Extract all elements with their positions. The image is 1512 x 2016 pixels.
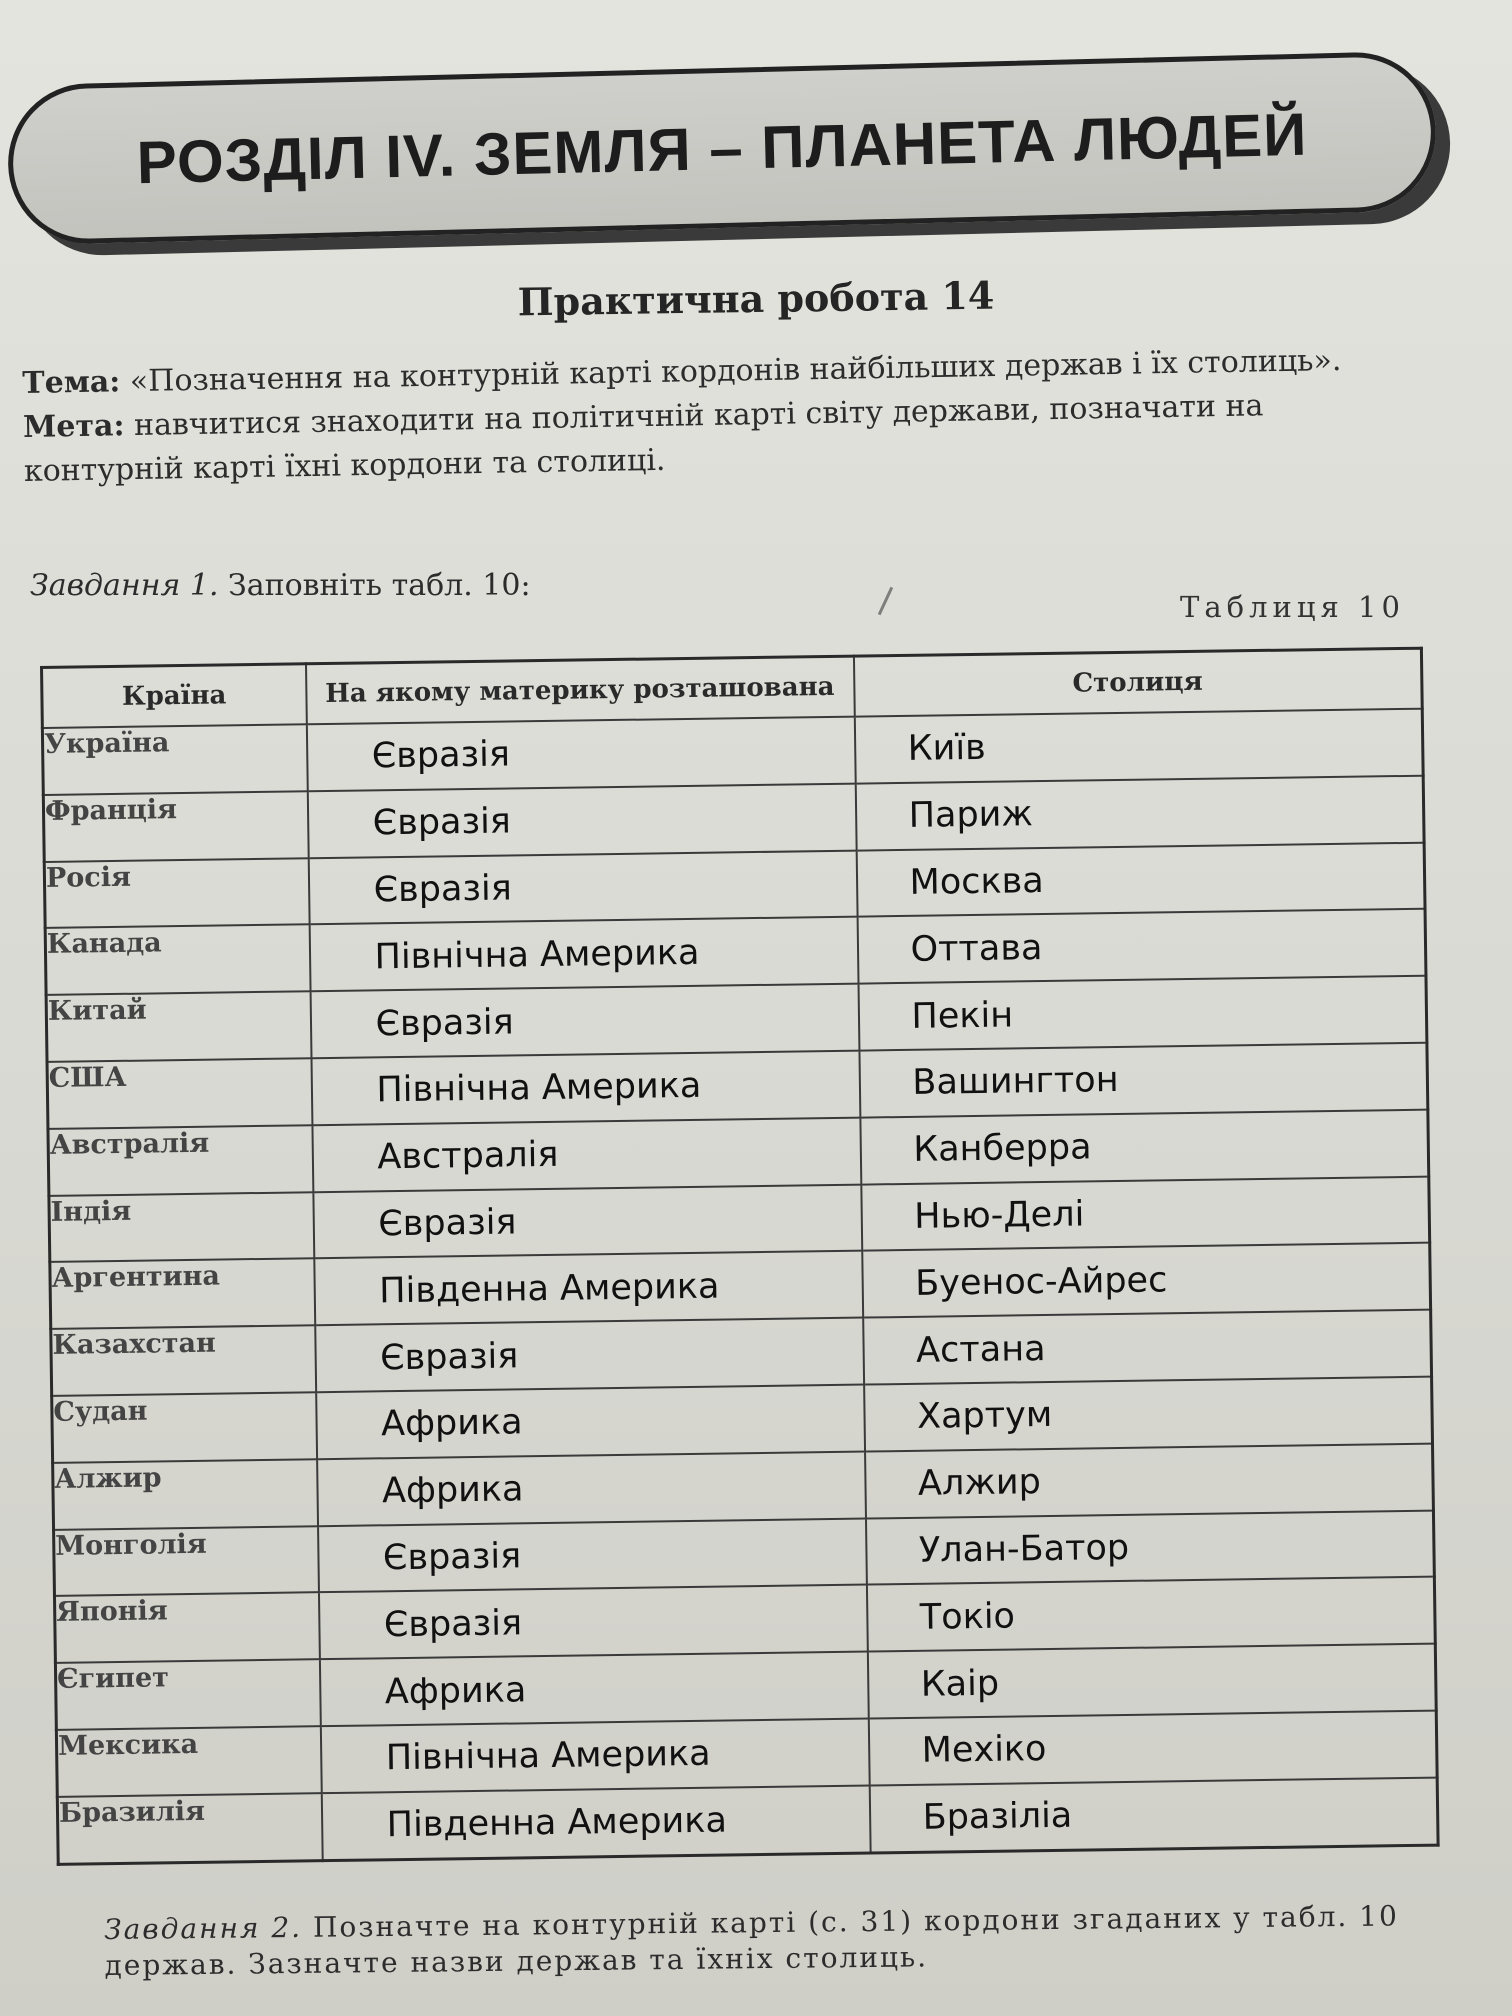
country-cell: Росія (44, 858, 309, 928)
capital-cell: Буенос-Айрес (862, 1243, 1431, 1318)
capital-cell: Мехіко (868, 1711, 1437, 1786)
continent-cell: Африка (317, 1451, 866, 1525)
topic-label: Тема: (22, 364, 121, 401)
continent-cell: Євразія (308, 850, 857, 924)
section-title: РОЗДІЛ IV. ЗЕМЛЯ – ПЛАНЕТА ЛЮДЕЙ (135, 100, 1309, 196)
country-cell: Японія (54, 1593, 319, 1663)
header-capital: Столиця (853, 648, 1422, 716)
header-continent: На якому материку розташована (305, 656, 854, 724)
country-cell: Китай (46, 991, 311, 1061)
continent-cell: Південна Америка (321, 1785, 870, 1860)
capital-cell: Київ (854, 709, 1423, 784)
table-body (42, 709, 1438, 1865)
task-1 (30, 568, 531, 603)
country-cell: Судан (52, 1392, 317, 1462)
topic-text: «Позначення на контурній карті кордонів найбільших держав і їх столиць». (129, 342, 1342, 400)
country-cell: Бразилія (57, 1793, 322, 1864)
task-1-label: Завдання 1. (30, 568, 219, 603)
country-cell: Україна (42, 724, 307, 794)
continent-cell: Євразія (310, 984, 859, 1058)
country-cell: Аргентина (50, 1259, 315, 1329)
intro-block (22, 338, 1424, 494)
continent-cell: Євразія (318, 1585, 867, 1659)
capital-cell: Вашингтон (859, 1043, 1428, 1118)
task-2 (104, 1898, 1435, 1984)
continent-cell: Африка (316, 1385, 865, 1459)
countries-table (40, 647, 1440, 1866)
capital-cell: Оттава (857, 909, 1426, 984)
country-cell: Індія (49, 1192, 314, 1262)
continent-cell: Євразія (313, 1184, 862, 1258)
capital-cell: Париж (855, 775, 1424, 850)
capital-cell: Москва (856, 842, 1425, 917)
task-1-text: Заповніть табл. 10: (228, 568, 531, 603)
continent-cell: Північна Америка (311, 1051, 860, 1125)
continent-cell: Євразія (306, 717, 855, 791)
continent-cell: Північна Америка (309, 917, 858, 991)
country-cell: Мексика (56, 1726, 321, 1796)
capital-cell: Токіо (866, 1577, 1435, 1652)
capital-cell: Канберра (860, 1109, 1429, 1184)
goal-label: Мета: (22, 408, 125, 445)
capital-cell: Каір (867, 1644, 1436, 1719)
country-cell: Алжир (53, 1459, 318, 1529)
country-cell: США (47, 1058, 312, 1128)
task-2-label: Завдання 2. (104, 1910, 303, 1946)
continent-cell: Африка (319, 1652, 868, 1726)
table-caption: Таблиця 10 (1180, 590, 1405, 624)
goal-text: навчитися знаходити на політичній карті світу держави, позначати на контурній карті їхні кордони та столиці. (23, 388, 1264, 489)
capital-cell: Бразіліа (869, 1777, 1438, 1853)
continent-cell: Австралія (312, 1117, 861, 1191)
continent-cell: Євразія (315, 1318, 864, 1392)
country-cell: Єгипет (55, 1659, 320, 1729)
capital-cell: Пекін (858, 976, 1427, 1051)
pen-mark (878, 587, 893, 615)
country-cell: Монголія (54, 1526, 319, 1596)
country-cell: Канада (45, 925, 310, 995)
capital-cell: Хартум (864, 1377, 1433, 1452)
country-cell: Франція (43, 791, 308, 861)
capital-cell: Нью-Делі (861, 1176, 1430, 1251)
header-country: Країна (42, 664, 307, 728)
country-cell: Австралія (48, 1125, 313, 1195)
capital-cell: Астана (863, 1310, 1432, 1385)
continent-cell: Євразія (318, 1518, 867, 1592)
section-banner (6, 51, 1437, 246)
practical-work-title: Практична робота 14 (517, 272, 995, 325)
capital-cell: Улан-Батор (865, 1510, 1434, 1585)
continent-cell: Північна Америка (320, 1718, 869, 1792)
continent-cell: Євразія (307, 783, 856, 857)
country-cell: Казахстан (51, 1325, 316, 1395)
capital-cell: Алжир (865, 1443, 1434, 1518)
continent-cell: Південна Америка (314, 1251, 863, 1325)
task-2-text: Позначте на контурній карті (с. 31) кордони згаданих у табл. 10 держав. Зазначте назви держав та їхніх столиць. (104, 1899, 1399, 1982)
